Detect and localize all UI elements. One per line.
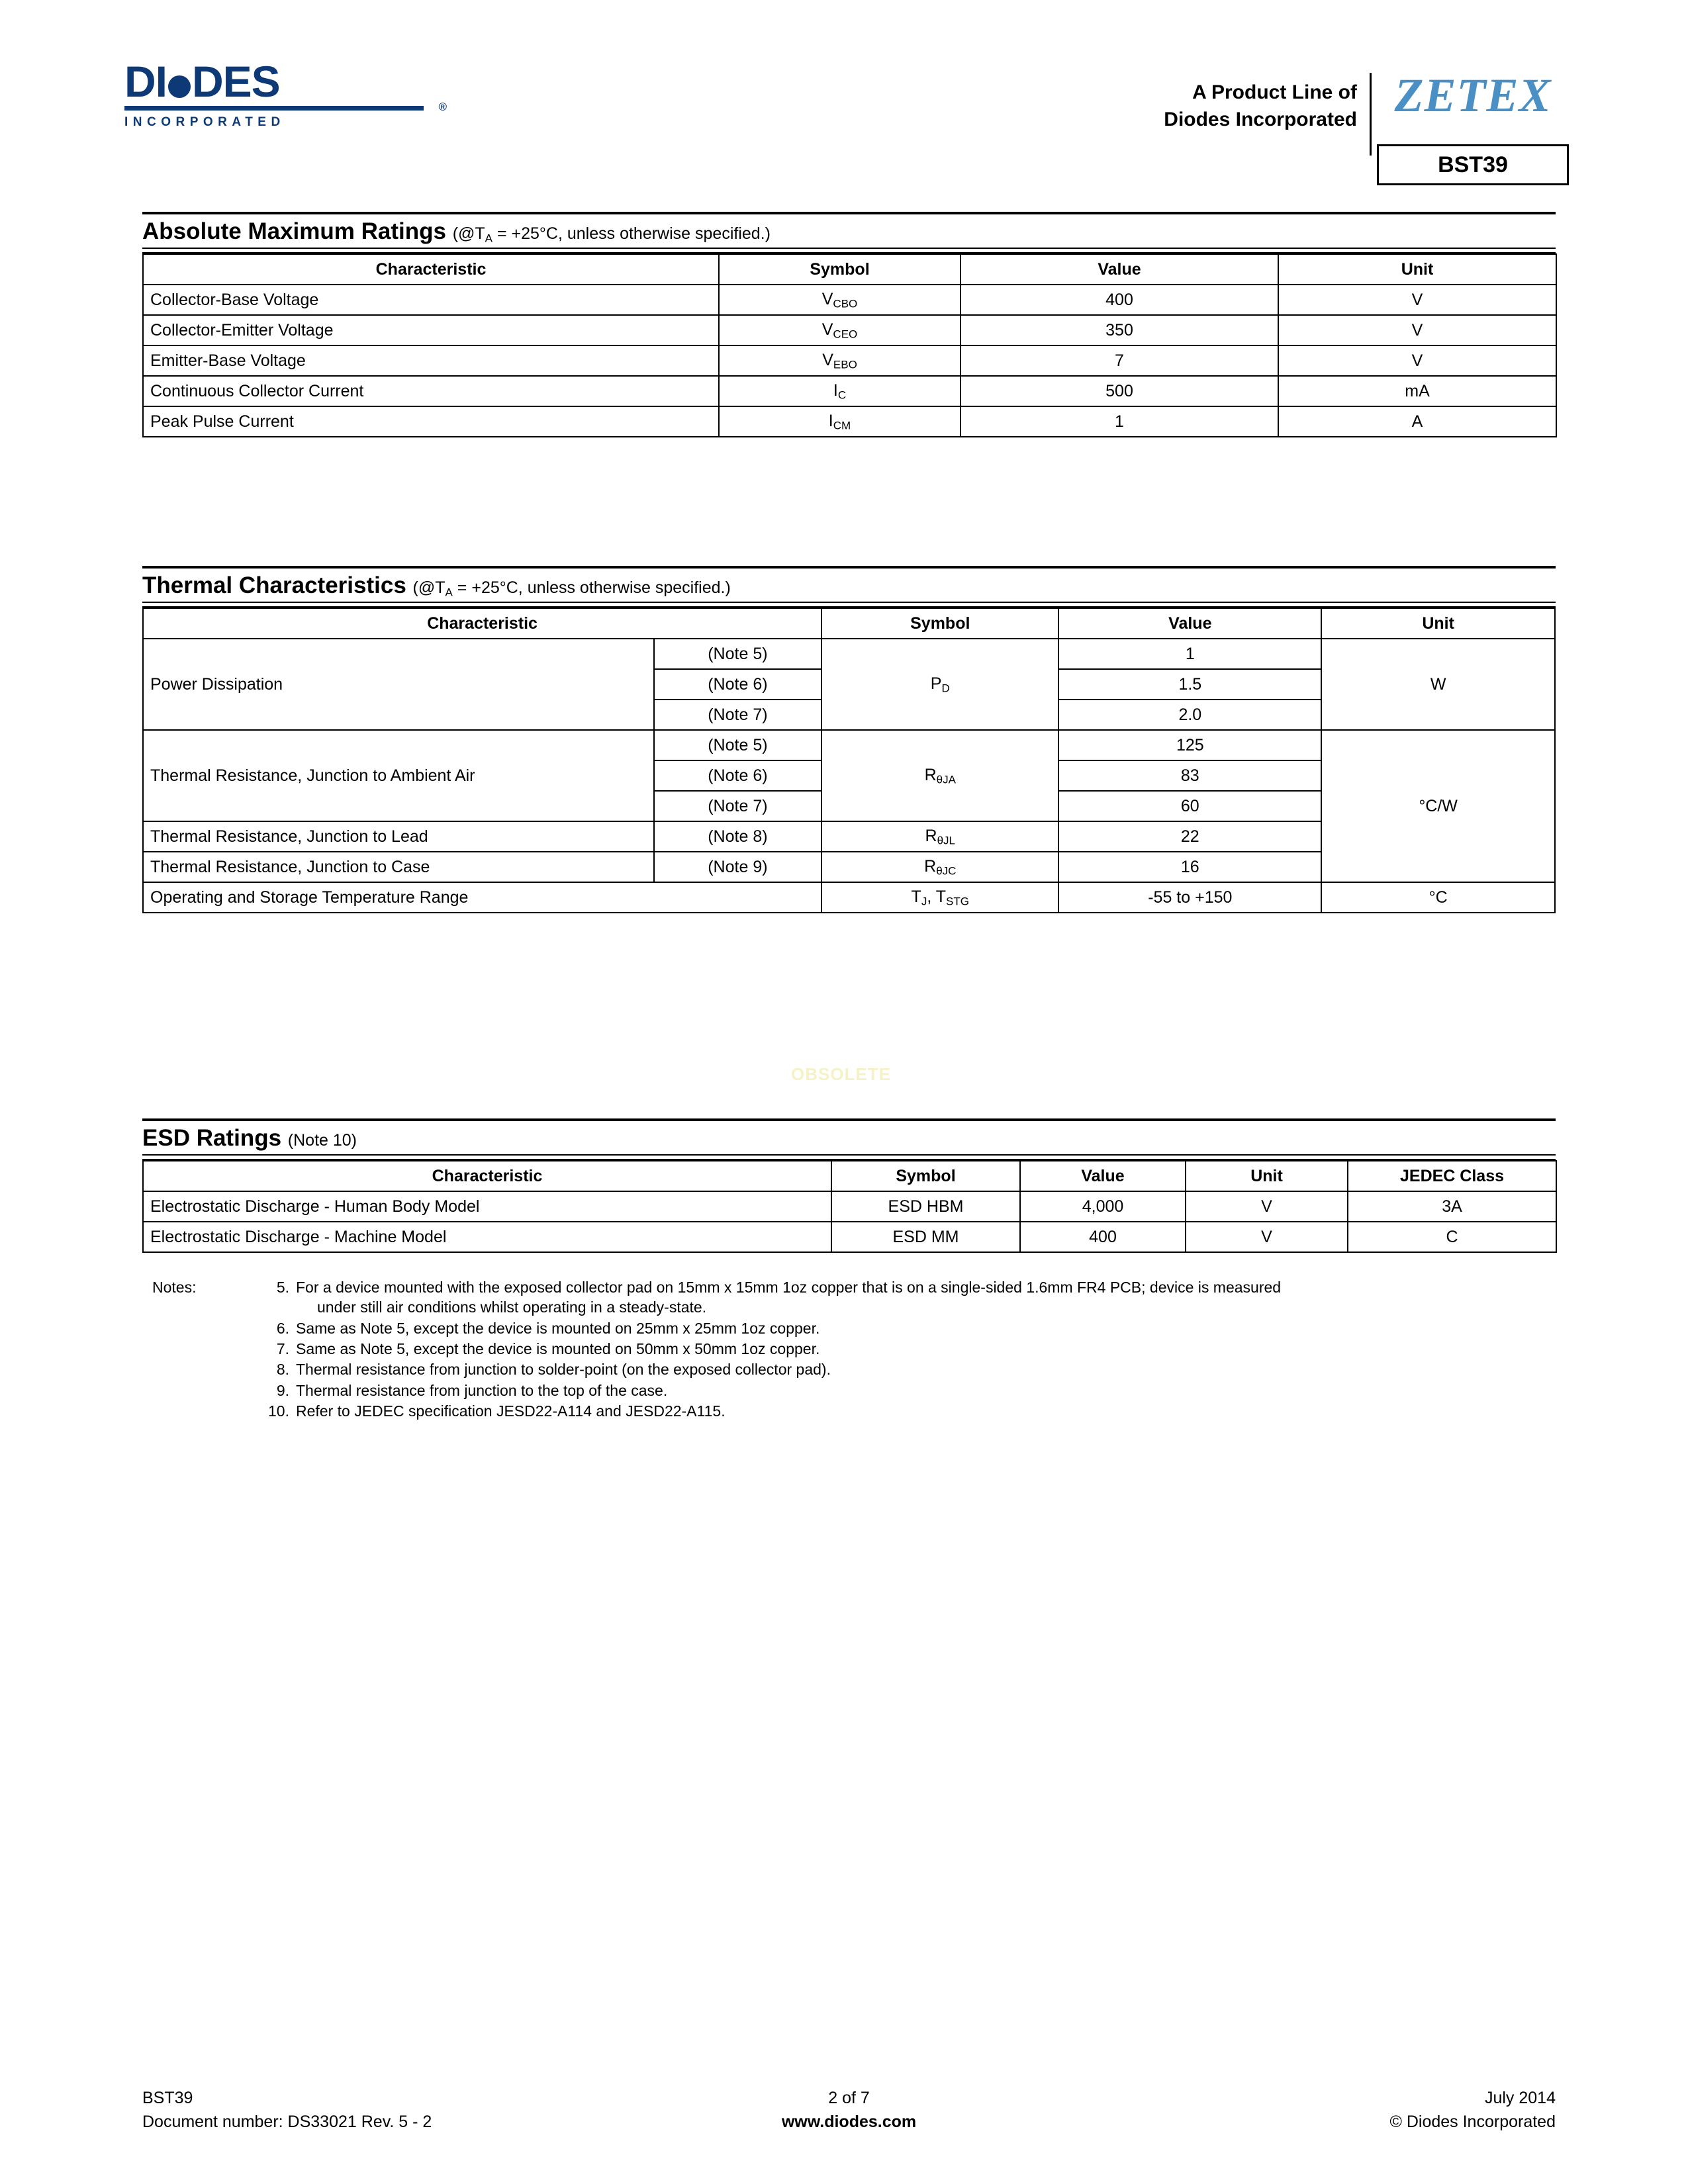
- footer-document-number: Document number: DS33021 Rev. 5 - 2: [142, 2113, 432, 2132]
- esd-table-wrap: [142, 1159, 1556, 1253]
- table-row: [143, 376, 1556, 406]
- cell-characteristic-temp-range: Operating and Storage Temperature Range: [143, 882, 821, 913]
- zetex-logo: ZETEX: [1394, 69, 1552, 122]
- note-text: Thermal resistance from junction to solder-point (on the exposed collector pad).: [296, 1361, 831, 1379]
- cell-symbol-temp-range: $T_J$, $T_{STG}$: [821, 882, 1058, 913]
- note-number: 5.: [276, 1279, 289, 1296]
- footer-center: [142, 2086, 1556, 2134]
- page-footer: [142, 2086, 1556, 2139]
- cell-value: 400: [961, 285, 1278, 315]
- diodes-logo-subtext: INCORPORATED: [124, 115, 285, 129]
- cell-characteristic-rthjc: Thermal Resistance, Junction to Case: [143, 852, 654, 882]
- note-number: 7.: [276, 1340, 289, 1358]
- header-right-group: [1066, 46, 1569, 179]
- cell-value: 83: [1058, 760, 1321, 791]
- cell-symbol: ESD MM: [831, 1222, 1020, 1252]
- section-title-thermal: Thermal Characteristics ($@T_A = +25^\circ C$, unless otherwise specified.): [142, 572, 731, 599]
- cell-value: 400: [1020, 1222, 1186, 1252]
- cell-characteristic-rthjl: Thermal Resistance, Junction to Lead: [143, 821, 654, 852]
- cell-symbol: $V_{EBO}$: [719, 345, 961, 376]
- footer-copyright: © Diodes Incorporated: [1389, 2113, 1556, 2132]
- cell-symbol-rthjc: $R_{\theta JC}$: [821, 852, 1058, 882]
- section-rule: [142, 566, 1556, 569]
- cell-unit-thermal-resistance: °C/W: [1321, 730, 1555, 882]
- note-item: [255, 1359, 1556, 1379]
- diodes-logo: [124, 57, 446, 130]
- table-row: [143, 406, 1556, 437]
- cell-value: -55 to +150: [1058, 882, 1321, 913]
- cell-unit: V: [1186, 1222, 1348, 1252]
- table-row: [143, 285, 1556, 315]
- logo-dot-icon: [168, 75, 191, 98]
- thermal-table: [142, 608, 1556, 913]
- cell-characteristic: Electrostatic Discharge - Human Body Model: [143, 1191, 831, 1222]
- note-item: [255, 1401, 1556, 1421]
- thermal-table-wrap: [142, 606, 1556, 913]
- cell-note: (Note 7): [654, 700, 822, 730]
- table-header-row: [143, 608, 1555, 639]
- note-item: [255, 1339, 1556, 1359]
- cell-characteristic-rthja: Thermal Resistance, Junction to Ambient Air: [143, 730, 654, 821]
- cell-note: (Note 8): [654, 821, 822, 852]
- cell-value: 500: [961, 376, 1278, 406]
- section-rule-bottom: [142, 248, 1556, 249]
- cell-symbol-pd: $P_D$: [821, 639, 1058, 730]
- table-row: [143, 1191, 1556, 1222]
- esd-table: [142, 1160, 1557, 1253]
- cell-value: 1: [961, 406, 1278, 437]
- cell-symbol: $V_{CBO}$: [719, 285, 961, 315]
- footer-right: [1389, 2086, 1556, 2134]
- cell-symbol-rthjl: $R_{\theta JL}$: [821, 821, 1058, 852]
- note-text-cont: under still air conditions whilst operating in a steady-state.: [317, 1298, 707, 1316]
- section-subtitle-thermal: ($@T_A = +25^\circ C$, unless otherwise specified.): [412, 578, 731, 599]
- note-item: [255, 1277, 1556, 1318]
- cell-unit: V: [1278, 345, 1556, 376]
- cell-symbol: $V_{CEO}$: [719, 315, 961, 345]
- col-value: Value: [961, 254, 1278, 285]
- table-header-row: [143, 1161, 1556, 1191]
- note-number: 8.: [276, 1361, 289, 1379]
- cell-note: (Note 5): [654, 730, 822, 760]
- section-subtitle-esd: (Note 10): [287, 1131, 357, 1150]
- header-divider: [1370, 73, 1372, 156]
- notes-list: [255, 1277, 1556, 1422]
- cell-unit: V: [1278, 285, 1556, 315]
- cell-note: (Note 9): [654, 852, 822, 882]
- footer-page-number: 2 of 7: [828, 2089, 870, 2107]
- cell-jedec-class: C: [1348, 1222, 1556, 1252]
- note-text: Same as Note 5, except the device is mounted on 25mm x 25mm 1oz copper.: [296, 1319, 820, 1337]
- notes-label: Notes:: [152, 1279, 197, 1296]
- table-row: [143, 882, 1555, 913]
- note-number: 9.: [276, 1381, 289, 1399]
- cell-note: (Note 6): [654, 669, 822, 700]
- col-value: Value: [1020, 1161, 1186, 1191]
- notes-block: [152, 1277, 1556, 1422]
- footer-part-number: BST39: [142, 2089, 193, 2107]
- cell-symbol-rthja: $R_{\theta JA}$: [821, 730, 1058, 821]
- table-row: [143, 1222, 1556, 1252]
- cell-symbol: $I_{CM}$: [719, 406, 961, 437]
- table-row: [143, 315, 1556, 345]
- product-line-text: [1164, 79, 1357, 133]
- table-header-row: [143, 254, 1556, 285]
- note-item: [255, 1318, 1556, 1338]
- section-esd-ratings: [142, 1118, 1556, 1253]
- footer-website-link[interactable]: www.diodes.com: [781, 2113, 917, 2132]
- cell-unit: A: [1278, 406, 1556, 437]
- cell-unit: V: [1278, 315, 1556, 345]
- cell-unit: mA: [1278, 376, 1556, 406]
- table-row: [143, 345, 1556, 376]
- cell-value: 350: [961, 315, 1278, 345]
- product-line-1: A Product Line of: [1192, 81, 1357, 103]
- cell-value: 1.5: [1058, 669, 1321, 700]
- cell-characteristic: Emitter-Base Voltage: [143, 345, 719, 376]
- cell-characteristic: Collector-Base Voltage: [143, 285, 719, 315]
- cell-value: 125: [1058, 730, 1321, 760]
- cell-value: 2.0: [1058, 700, 1321, 730]
- note-text: Thermal resistance from junction to the top of the case.: [296, 1381, 668, 1399]
- obsolete-watermark: OBSOLETE: [791, 1064, 892, 1084]
- abs-max-table: [142, 253, 1557, 437]
- col-characteristic: Characteristic: [143, 1161, 831, 1191]
- cell-value: 4,000: [1020, 1191, 1186, 1222]
- section-rule-bottom: [142, 602, 1556, 603]
- section-subtitle-abs-max: ($@T_A = +25^\circ C$, unless otherwise specified.): [452, 224, 771, 245]
- col-unit: Unit: [1278, 254, 1556, 285]
- cell-characteristic-power-dissipation: Power Dissipation: [143, 639, 654, 730]
- col-unit: Unit: [1321, 608, 1555, 639]
- col-characteristic: Characteristic: [143, 608, 821, 639]
- cell-characteristic: Continuous Collector Current: [143, 376, 719, 406]
- section-title-esd: ESD Ratings (Note 10): [142, 1125, 357, 1151]
- note-text: [296, 1277, 1556, 1318]
- cell-characteristic: Collector-Emitter Voltage: [143, 315, 719, 345]
- cell-unit: °C: [1321, 882, 1555, 913]
- cell-note: (Note 6): [654, 760, 822, 791]
- section-absolute-maximum-ratings: [142, 212, 1556, 437]
- table-row: [143, 730, 1555, 760]
- section-title-abs-max: Absolute Maximum Ratings ($@T_A = +25^\circ C$, unless otherwise specified.): [142, 218, 771, 245]
- part-number-badge: BST39: [1377, 144, 1569, 185]
- cell-unit: W: [1321, 639, 1555, 730]
- cell-note: (Note 7): [654, 791, 822, 821]
- cell-value: 7: [961, 345, 1278, 376]
- cell-characteristic: Electrostatic Discharge - Machine Model: [143, 1222, 831, 1252]
- diodes-logo-wordmark: DI DES ®: [124, 57, 446, 113]
- product-line-2: Diodes Incorporated: [1164, 108, 1357, 130]
- col-symbol: Symbol: [719, 254, 961, 285]
- note-text: Same as Note 5, except the device is mounted on 50mm x 50mm 1oz copper.: [296, 1340, 820, 1358]
- col-unit: Unit: [1186, 1161, 1348, 1191]
- col-jedec-class: JEDEC Class: [1348, 1161, 1556, 1191]
- cell-note: (Note 5): [654, 639, 822, 669]
- section-rule: [142, 212, 1556, 214]
- cell-characteristic: Peak Pulse Current: [143, 406, 719, 437]
- col-characteristic: Characteristic: [143, 254, 719, 285]
- note-text: Refer to JEDEC specification JESD22-A114 and JESD22-A115.: [296, 1402, 726, 1420]
- note-number: 10.: [268, 1402, 289, 1420]
- section-thermal-characteristics: [142, 566, 1556, 913]
- cell-unit: V: [1186, 1191, 1348, 1222]
- cell-jedec-class: 3A: [1348, 1191, 1556, 1222]
- col-value: Value: [1058, 608, 1321, 639]
- col-symbol: Symbol: [821, 608, 1058, 639]
- cell-value: 22: [1058, 821, 1321, 852]
- cell-value: 1: [1058, 639, 1321, 669]
- section-rule: [142, 1118, 1556, 1121]
- note-text-main: For a device mounted with the exposed collector pad on 15mm x 15mm 1oz copper that is on a single-sided 1.6mm FR4 PCB; device is measured: [296, 1279, 1282, 1296]
- logo-underline: [124, 106, 424, 111]
- abs-max-table-wrap: [142, 252, 1556, 437]
- cell-value: 60: [1058, 791, 1321, 821]
- page-header: [119, 46, 1569, 185]
- section-rule-bottom: [142, 1154, 1556, 1156]
- cell-symbol: ESD HBM: [831, 1191, 1020, 1222]
- footer-date: July 2014: [1484, 2089, 1556, 2107]
- cell-value: 16: [1058, 852, 1321, 882]
- table-row: [143, 639, 1555, 669]
- note-number: 6.: [276, 1319, 289, 1337]
- col-symbol: Symbol: [831, 1161, 1020, 1191]
- note-item: [255, 1381, 1556, 1400]
- registered-trademark-icon: ®: [438, 101, 446, 113]
- cell-symbol: $I_C$: [719, 376, 961, 406]
